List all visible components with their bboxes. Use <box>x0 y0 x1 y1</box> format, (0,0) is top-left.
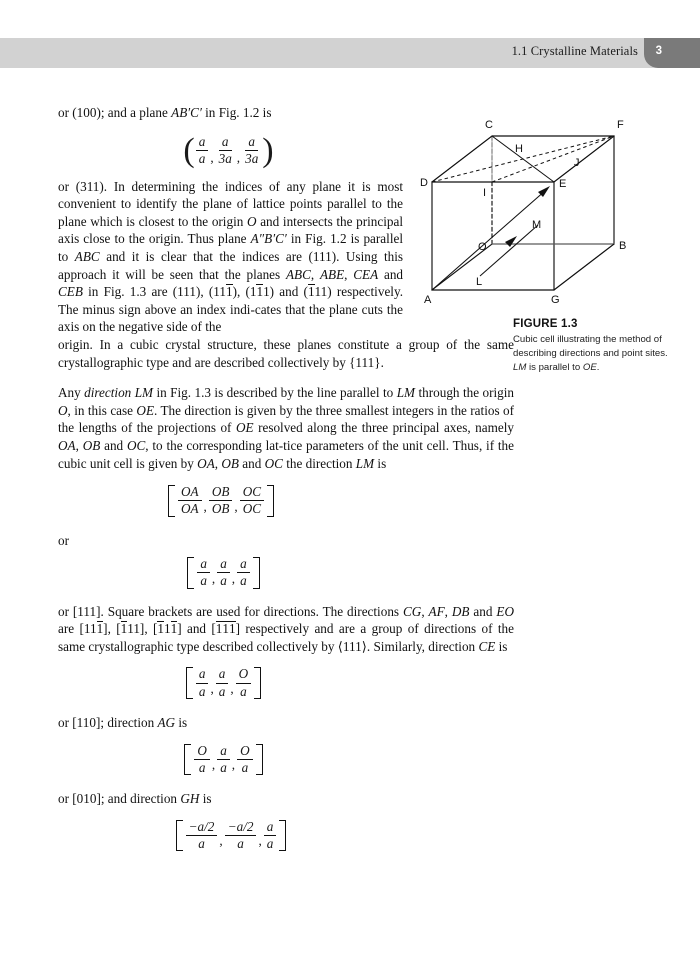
fraction: $\frac{a}{a}$ <box>194 557 211 589</box>
fraction: $\frac{-a/2}{a}$ <box>224 820 258 852</box>
paragraph-direction-ag: or [110]; direction AG is <box>58 714 188 730</box>
fraction: $\frac{O}{a}$ <box>236 744 256 776</box>
caption-line-2: method of describing <box>513 334 662 359</box>
fraction: $\frac{OB}{OB}$ <box>208 485 234 517</box>
caption-line-3: directions and point sites. <box>559 348 668 359</box>
vertex-label-F: F <box>617 119 624 131</box>
bracket-right <box>279 820 286 852</box>
equation-3 <box>58 557 514 593</box>
paren-right: ) <box>262 131 274 169</box>
vertex-label-M: M <box>532 219 542 231</box>
line-L-M <box>480 225 538 276</box>
paragraph-square-brackets: or [111]. Square brackets are used for directions. The directions CG, AF, DB and EO are [111], [111], [111] and [111] respectively and are a group of directions of the same crystallographic type described collectively by ⟨111⟩. Similarly, direction CE is <box>58 603 515 654</box>
fraction: $\frac{a}{a}$ <box>263 820 280 852</box>
bracket-right <box>256 744 263 776</box>
vertex-label-I: I <box>483 187 487 199</box>
comma: , <box>236 149 241 165</box>
folio-box <box>644 38 700 68</box>
bracket-left <box>187 557 194 589</box>
comma: , <box>231 757 236 773</box>
paragraph-plane-indices: or (311). In determining the indices of any plane it is most convenient to identify the plane of lattice points parallel to the plane which is closest to the origin O and intersects the principal axis close to the origin. Thus plane A″B′C′ in Fig. 1.2 is parallel to ABC and it is clear that the indices are (111). Using this approach it will be seen that the planes ABC, ABE, CEA and CEB in Fig. 1.3 are (111), (111), (111) and (111) respectively. The minus sign above an index indi-cates that the plane cuts the axis on the negative side of the <box>58 178 404 335</box>
paragraph-or: or <box>58 532 69 548</box>
line-A-E-diagonal <box>432 190 546 290</box>
paragraph-intro-line: or (100); and a plane AB′C′ in Fig. 1.2 is <box>58 105 272 120</box>
comma: , <box>211 757 216 773</box>
equation-4 <box>58 667 514 703</box>
comma: , <box>210 680 214 696</box>
vertex-label-J: J <box>574 157 580 169</box>
fraction: $\frac{O}{a}$ <box>191 744 211 776</box>
paragraph-plane-indices-cont: origin. In a cubic crystal structure, these planes constitute a group of the same crystallographic type and are described collectively by {111}. <box>58 336 514 370</box>
page-number: 3 <box>655 45 662 57</box>
caption-lm: LM <box>513 362 527 373</box>
figure-caption <box>513 318 678 375</box>
line-I-F-dashed <box>492 136 614 182</box>
bracket-right <box>267 485 274 517</box>
paragraph-directions: Any direction LM in Fig. 1.3 is described by the line parallel to LM through the origin O, in this case OE. The direction is given by the three smallest integers in the ratios of the lengths of the projections of OE resolved along the three principal axes, namely OA, OB and OC, to the corresponding lat-tice parameters of the unit cell. Thus, if the cubic unit cell is given by OA, OB and OC the direction LM is <box>58 385 515 471</box>
bracket-right <box>253 557 260 589</box>
bracket-left <box>184 744 191 776</box>
equation-6 <box>58 820 514 856</box>
equation-5 <box>58 744 514 780</box>
fraction: $\frac{a}{a}$ <box>195 135 210 167</box>
vertex-label-C: C <box>485 119 493 131</box>
comma: , <box>230 680 234 696</box>
comma: , <box>219 833 223 849</box>
vertex-label-A: A <box>424 294 432 306</box>
vertex-label-D: D <box>420 177 428 189</box>
fraction: $\frac{O}{a}$ <box>235 667 255 699</box>
fraction: $\frac{a}{3a}$ <box>245 133 259 167</box>
figure-number-label: FIGURE 1.3 <box>513 318 578 330</box>
figure-1-3-diagram <box>414 104 630 309</box>
equation-2 <box>58 485 514 521</box>
comma: , <box>210 149 214 165</box>
vertex-label-H: H <box>515 143 523 155</box>
vertex-label-E: E <box>559 178 567 190</box>
vertex-label-B: B <box>619 240 627 252</box>
fraction: $\frac{a}{a}$ <box>216 557 231 589</box>
caption-line-1: Cubic cell illustrating the <box>513 334 617 345</box>
fraction: $\frac{OA}{OA}$ <box>175 485 203 517</box>
cube-svg <box>414 104 630 309</box>
vertex-label-G: G <box>551 294 560 306</box>
edge-G-B-dup <box>554 244 614 290</box>
line-E-F <box>554 136 614 182</box>
comma: , <box>211 570 216 586</box>
line-D-F-dashed <box>432 136 614 182</box>
bracket-left <box>168 485 175 517</box>
cube-back-face <box>492 136 614 244</box>
comma: , <box>258 833 262 849</box>
caption-parallel-text: is parallel to <box>526 362 583 373</box>
caption-period: . <box>596 362 600 373</box>
fraction: $\frac{a}{a}$ <box>236 557 253 589</box>
bracket-left <box>176 820 183 852</box>
bracket-left <box>186 667 193 699</box>
bracket-right <box>254 667 261 699</box>
caption-oe: OE <box>582 362 597 373</box>
fraction: $\frac{a}{a}$ <box>215 667 230 699</box>
vertex-label-L: L <box>476 276 483 288</box>
comma: , <box>234 498 238 514</box>
comma: , <box>231 570 236 586</box>
running-header-title: 1.1 Crystalline Materials <box>511 44 638 58</box>
comma: , <box>203 498 207 514</box>
fraction: $\frac{-a/2}{a}$ <box>183 820 219 852</box>
paragraph-direction-gh: or [010]; and direction GH is <box>58 791 212 807</box>
fraction: $\frac{OC}{OC}$ <box>239 485 267 517</box>
vertex-label-O: O <box>478 241 487 253</box>
figure-description <box>513 333 678 375</box>
fraction: $\frac{a}{3a}$ <box>218 133 232 167</box>
fraction: $\frac{a}{a}$ <box>216 744 231 776</box>
line-D-C-dup <box>432 136 492 182</box>
paren-left: ( <box>183 131 195 169</box>
fraction: $\frac{a}{a}$ <box>193 667 210 699</box>
